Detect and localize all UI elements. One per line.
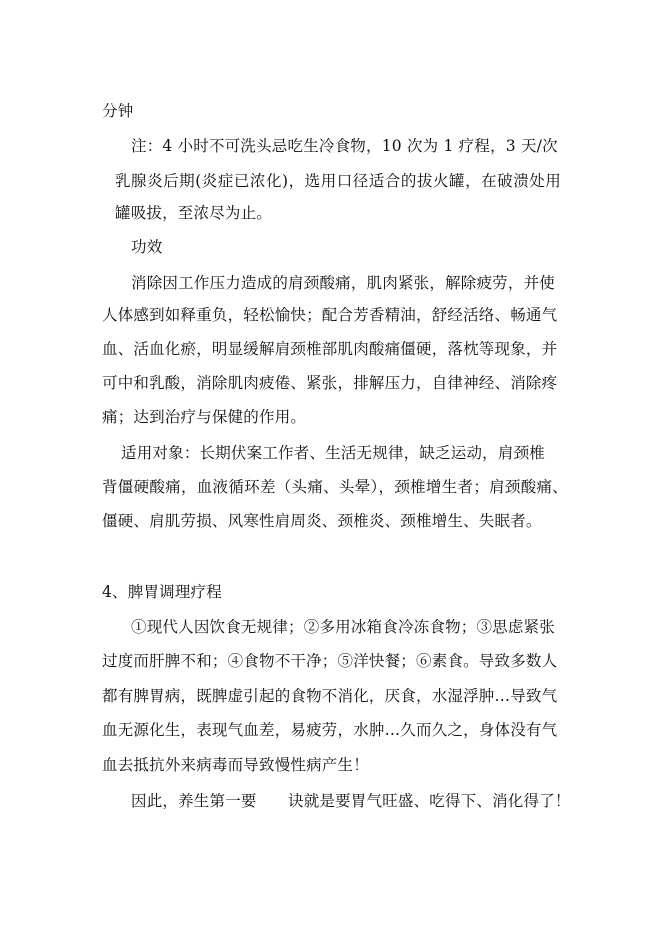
- heading-efficacy: 功效: [131, 238, 163, 256]
- text-line-spleen-6: 因此，养生第一要 诀就是要胃气旺盛、吃得下、消化得了！: [131, 792, 571, 810]
- text-line-minutes: 分钟: [102, 102, 134, 120]
- text-line-spleen-3: 都有脾胃病，既脾虚引起的食物不消化，厌食，水湿浮肿…导致气: [102, 687, 558, 705]
- text-line-spleen-4: 血无源化生，表现气血差，易疲劳，水肿…久而久之，身体没有气: [102, 721, 558, 739]
- text-line-efficacy-3: 血、活血化瘀，明显缓解肩颈椎部肌肉酸痛僵硬，落枕等现象，并: [102, 340, 558, 358]
- text-line-target-3: 僵硬、肩肌劳损、风寒性肩周炎、颈椎炎、颈椎增生、失眠者。: [102, 512, 542, 530]
- text-line-mastitis-end: 罐吸拔，至浓尽为止。: [115, 204, 273, 222]
- heading-spleen-stomach: 4、脾胃调理疗程: [102, 583, 222, 601]
- text-line-efficacy-4: 可中和乳酸，消除肌肉疲倦、紧张，排解压力，自律神经、消除疼: [102, 374, 558, 392]
- text-line-efficacy-1: 消除因工作压力造成的肩颈酸痛，肌肉紧张，解除疲劳，并使: [131, 274, 555, 292]
- text-line-note: 注：4 小时不可洗头忌吃生冷食物，10 次为 1 疗程，3 天/次: [131, 137, 558, 155]
- text-line-efficacy-5: 痛；达到治疗与保健的作用。: [102, 408, 307, 426]
- text-line-spleen-2: 过度而肝脾不和；④食物不干净；⑤洋快餐；⑥素食。导致多数人: [102, 652, 558, 670]
- text-line-efficacy-2: 人体感到如释重负，轻松愉快；配合芳香精油，舒经活络、畅通气: [102, 306, 558, 324]
- text-line-target-1: 适用对象：长期伏案工作者、生活无规律，缺乏运动，肩颈椎: [121, 444, 545, 462]
- text-line-spleen-5: 血去抵抗外来病毒而导致慢性病产生！: [102, 756, 369, 774]
- text-line-spleen-1: ①现代人因饮食无规律；②多用冰箱食冷冻食物；③思虑紧张: [131, 618, 555, 636]
- text-line-mastitis: 乳腺炎后期(炎症已浓化)，选用口径适合的拔火罐，在破溃处用: [115, 172, 561, 190]
- text-line-target-2: 背僵硬酸痛，血液循环差（头痛、头晕），颈椎增生者；肩颈酸痛、: [102, 478, 568, 496]
